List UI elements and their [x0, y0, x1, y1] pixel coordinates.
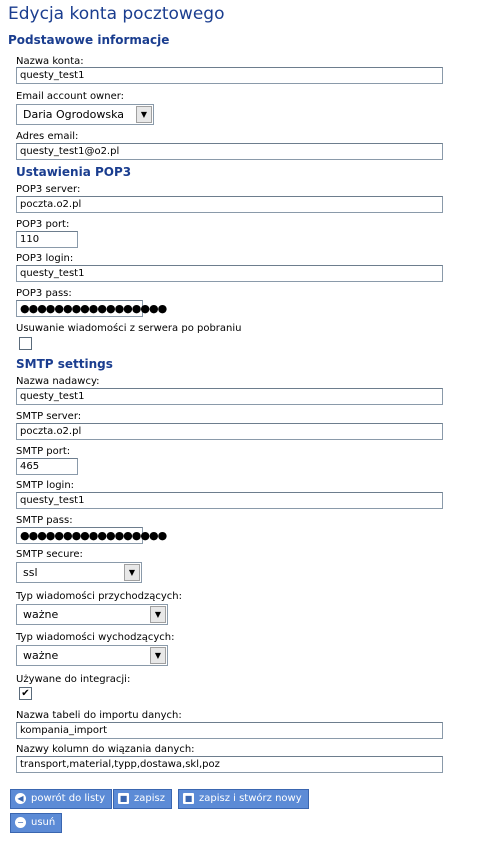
email-label: Adres email: — [16, 131, 79, 142]
smtp-pass-label: SMTP pass: — [16, 515, 73, 526]
save-and-new-button[interactable] — [178, 789, 309, 809]
chevron-down-icon[interactable]: ▼ — [136, 106, 152, 123]
smtp-login-label: SMTP login: — [16, 480, 75, 491]
smtp-port-label: SMTP port: — [16, 446, 71, 457]
pop3-login-input[interactable]: questy_test1 — [16, 265, 443, 282]
pop3-port-label: POP3 port: — [16, 219, 70, 230]
owner-select-value: Daria Ogrodowska — [23, 108, 125, 121]
sender-name-label: Nazwa nadawcy: — [16, 376, 100, 387]
delete-button[interactable] — [10, 813, 62, 833]
pop3-login-label: POP3 login: — [16, 253, 74, 264]
section-smtp-heading: SMTP settings — [16, 357, 113, 371]
chevron-down-icon[interactable]: ▼ — [124, 564, 140, 581]
import-table-label: Nazwa tabeli do importu danych: — [16, 710, 182, 721]
pop3-server-input[interactable]: poczta.o2.pl — [16, 196, 443, 213]
integration-label: Używane do integracji: — [16, 674, 131, 685]
delete-label: usuń — [31, 817, 56, 828]
chevron-down-icon[interactable]: ▼ — [150, 606, 166, 623]
pop3-pass-input[interactable]: ●●●●●●●●●●●●●●●●● — [16, 300, 143, 317]
smtp-port-input[interactable]: 465 — [16, 458, 78, 475]
smtp-pass-input[interactable]: ●●●●●●●●●●●●●●●●● — [16, 527, 143, 544]
smtp-login-input[interactable]: questy_test1 — [16, 492, 443, 509]
owner-select[interactable] — [16, 104, 154, 125]
back-to-list-button[interactable] — [10, 789, 112, 809]
save-disk-icon: ■ — [119, 793, 128, 803]
smtp-secure-select[interactable] — [16, 562, 142, 583]
delete-after-download-label: Usuwanie wiadomości z serwera po pobraniu — [16, 323, 242, 334]
columns-binding-label: Nazwy kolumn do wiązania danych: — [16, 744, 195, 755]
account-name-input[interactable]: questy_test1 — [16, 67, 443, 84]
smtp-server-label: SMTP server: — [16, 411, 82, 422]
back-to-list-label: powrót do listy — [31, 793, 106, 804]
section-basic-heading: Podstawowe informacje — [8, 33, 170, 47]
smtp-server-input[interactable]: poczta.o2.pl — [16, 423, 443, 440]
chevron-down-icon[interactable]: ▼ — [150, 647, 166, 664]
pop3-server-label: POP3 server: — [16, 184, 81, 195]
checkmark-icon: ✔ — [21, 688, 30, 699]
save-disk-icon: ■ — [184, 793, 193, 803]
incoming-type-label: Typ wiadomości przychodzących: — [16, 591, 182, 602]
section-pop3-heading: Ustawienia POP3 — [16, 165, 132, 179]
owner-label: Email account owner: — [16, 91, 125, 102]
minus-icon: − — [15, 817, 26, 828]
save-and-new-label: zapisz i stwórz nowy — [199, 793, 302, 804]
incoming-type-select[interactable] — [16, 604, 168, 625]
delete-after-download-checkbox[interactable] — [19, 337, 32, 350]
smtp-secure-value: ssl — [23, 566, 38, 579]
outgoing-type-label: Typ wiadomości wychodzących: — [16, 632, 175, 643]
pop3-pass-label: POP3 pass: — [16, 288, 72, 299]
incoming-type-value: ważne — [23, 608, 59, 621]
smtp-secure-label: SMTP secure: — [16, 549, 83, 560]
sender-name-input[interactable]: questy_test1 — [16, 388, 443, 405]
save-label: zapisz — [134, 793, 165, 804]
columns-binding-input[interactable]: transport,material,typp,dostawa,skl,poz — [16, 756, 443, 773]
import-table-input[interactable]: kompania_import — [16, 722, 443, 739]
outgoing-type-select[interactable] — [16, 645, 168, 666]
page-title: Edycja konta pocztowego — [8, 4, 225, 24]
email-input[interactable]: questy_test1@o2.pl — [16, 143, 443, 160]
arrow-left-icon: ◀ — [15, 793, 26, 804]
integration-checkbox[interactable] — [19, 687, 32, 700]
save-button[interactable] — [113, 789, 172, 809]
pop3-port-input[interactable]: 110 — [16, 231, 78, 248]
account-name-label: Nazwa konta: — [16, 56, 84, 67]
outgoing-type-value: ważne — [23, 649, 59, 662]
